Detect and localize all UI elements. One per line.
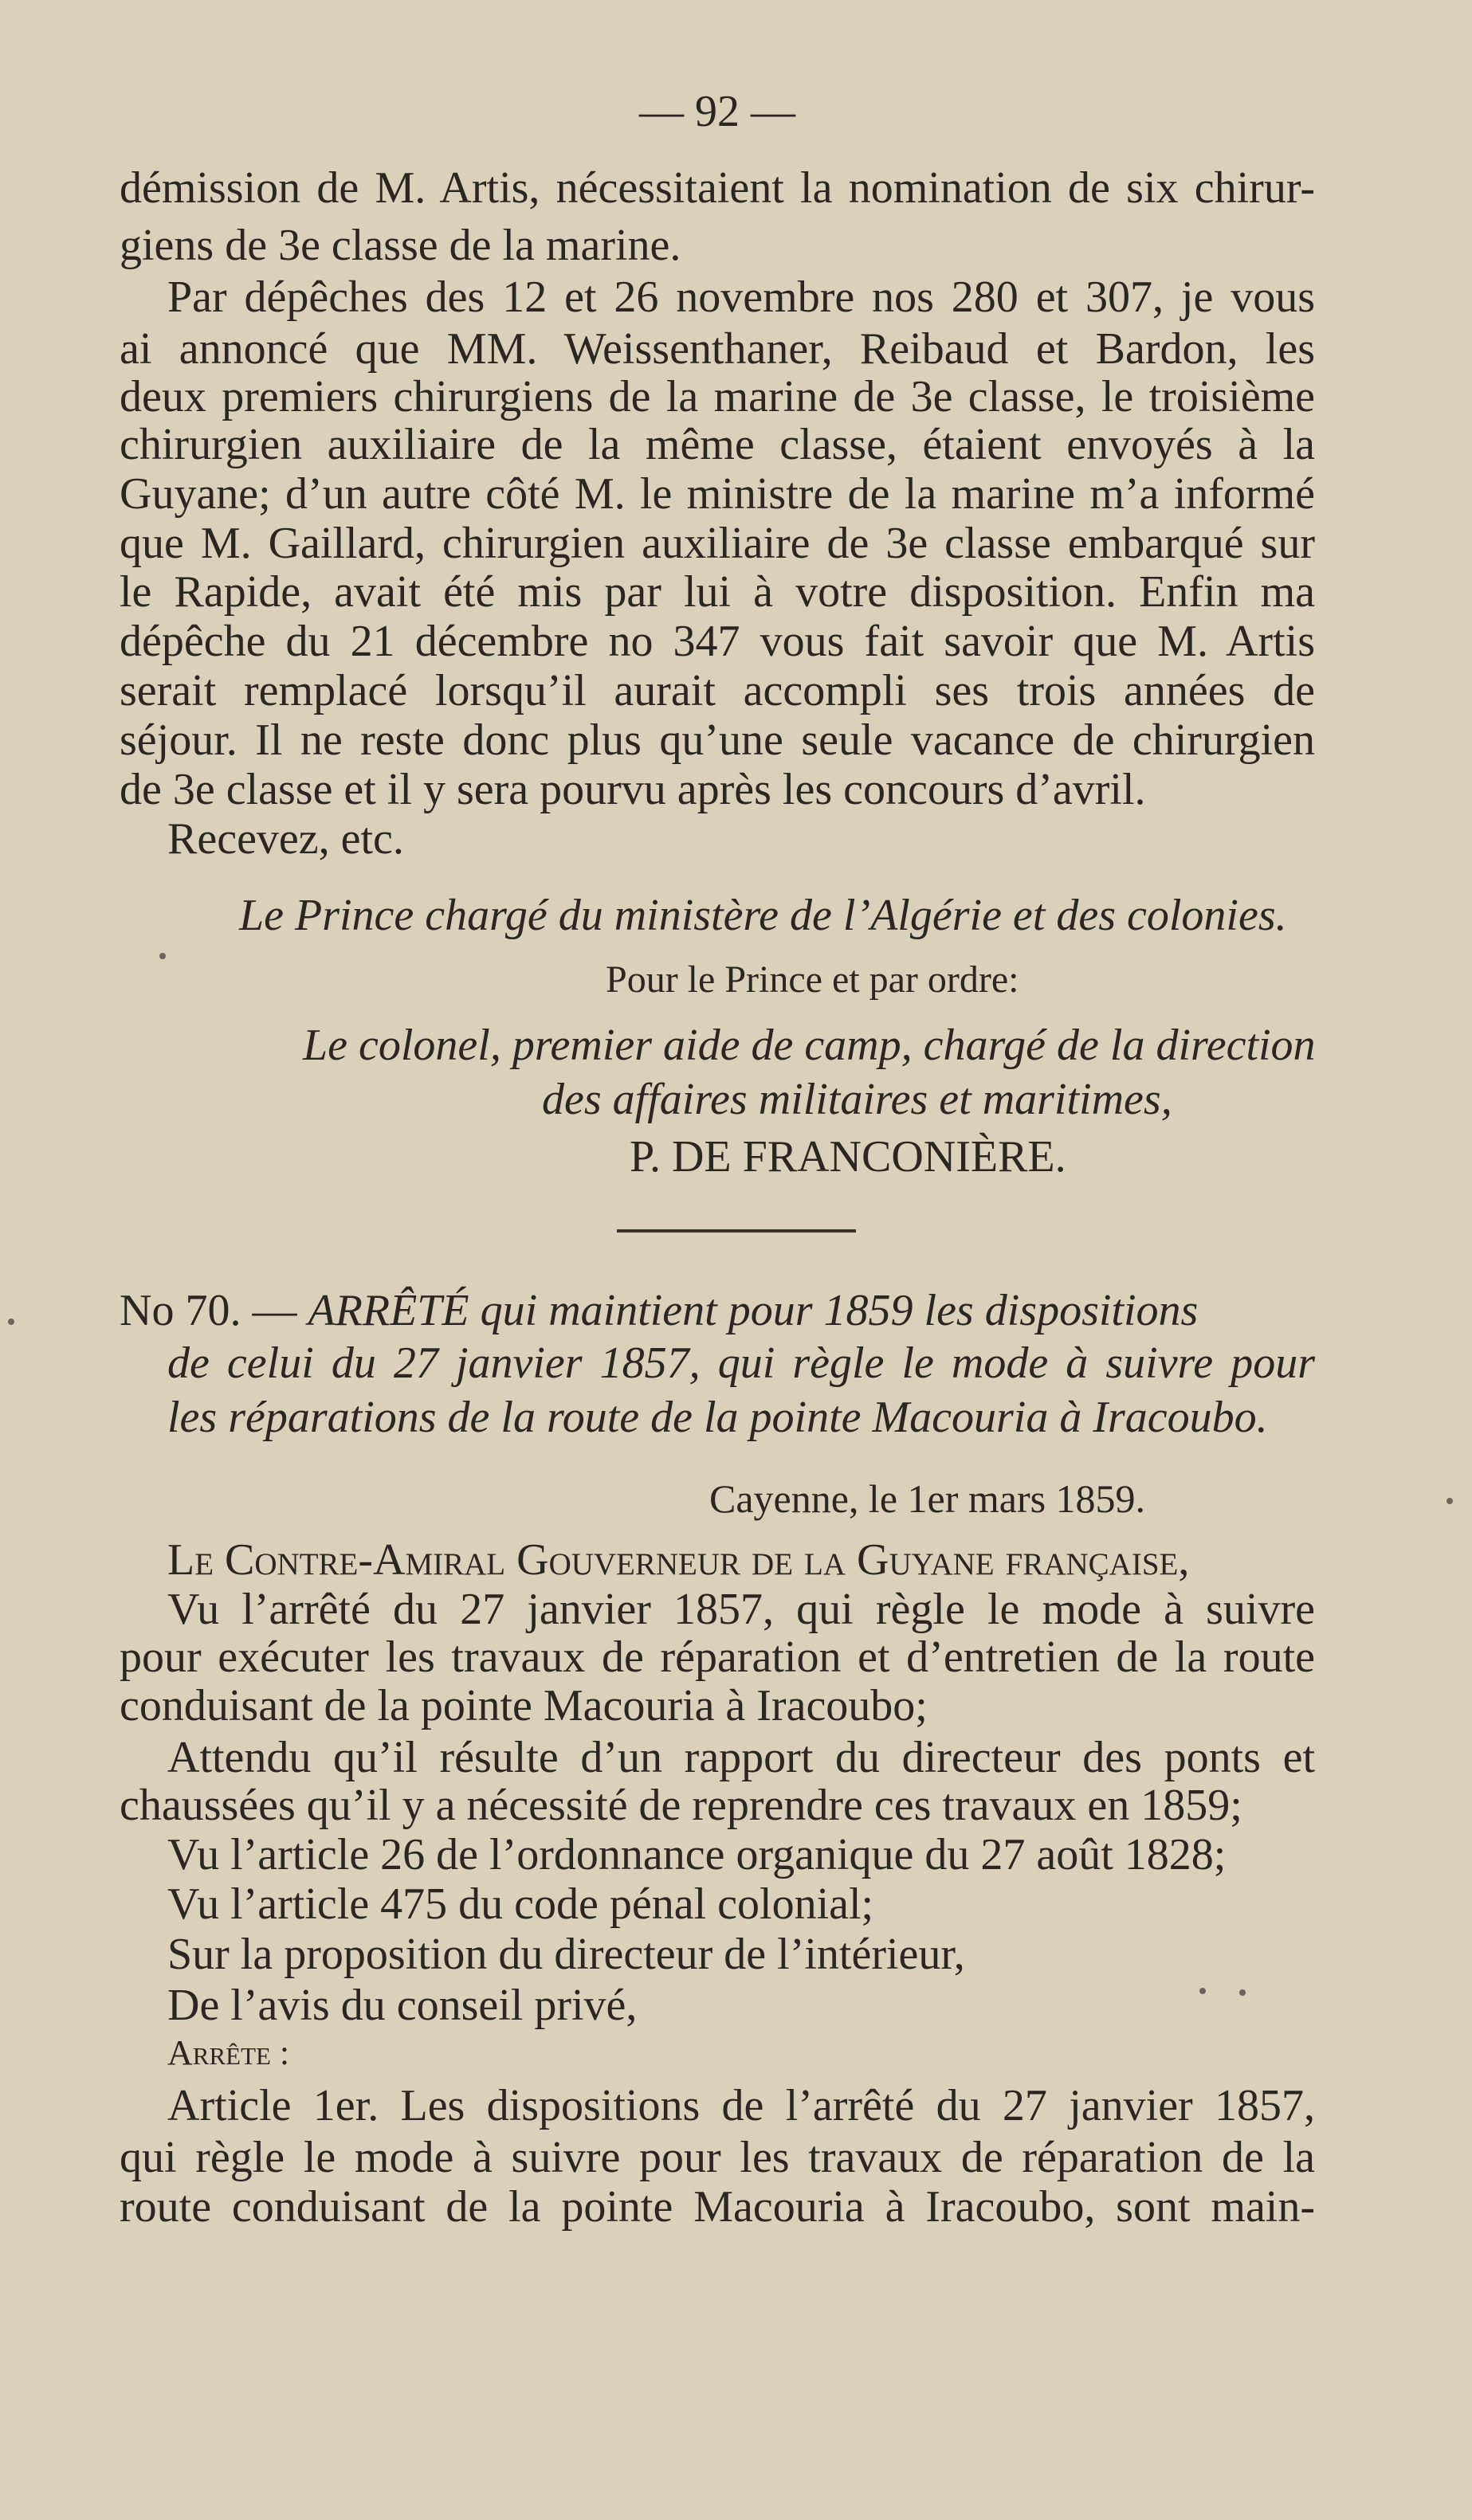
letter-line: que M. Gaillard, chirurgien auxiliaire de 3e classe embarqué sur <box>120 519 1315 568</box>
arrete-line: Vu l’article 475 du code pénal colonial; <box>167 1879 874 1929</box>
arrete-heading: les réparations de la route de la pointe Macouria à Iracoubo. <box>167 1393 1268 1442</box>
letter-line: le Rapide, avait été mis par lui à votre disposition. Enfin ma <box>120 567 1315 617</box>
page-number: — 92 — <box>639 87 795 136</box>
letter-line: Guyane; d’un autre côté M. le ministre de la marine m’a informé <box>120 469 1315 519</box>
letter-line: chirurgien auxiliaire de la même classe, étaient envoyés à la <box>120 420 1315 469</box>
arrete-line: qui règle le mode à suivre pour les travaux de réparation de la <box>120 2133 1315 2182</box>
arrete-line: Sur la proposition du directeur de l’intérieur, <box>167 1930 965 1979</box>
arrete-line: Le Contre-Amiral Gouverneur de la Guyane française, <box>167 1535 1190 1585</box>
arrete-line: pour exécuter les travaux de réparation et d’entretien de la route <box>120 1632 1315 1682</box>
print-speck <box>1199 1988 1206 1994</box>
print-speck <box>159 953 166 959</box>
arrete-heading: de celui du 27 janvier 1857, qui règle le mode à suivre pour <box>167 1338 1315 1388</box>
letter-line: Par dépêches des 12 et 26 novembre nos 280 et 307, je vous <box>167 272 1315 322</box>
letter-line: deux premiers chirurgiens de la marine de 3e classe, le troisième <box>120 372 1315 421</box>
letter-line: démission de M. Artis, nécessitaient la nomination de six chirur- <box>120 163 1315 213</box>
arrete-line: Arrête : <box>167 2033 290 2072</box>
signature-line: Le Prince chargé du ministère de l’Algérie et des colonies. <box>239 891 1287 940</box>
arrete-number: No 70. — <box>120 1286 297 1335</box>
arrete-heading <box>120 1288 1315 1333</box>
arrete-date: Cayenne, le 1er mars 1859. <box>709 1476 1146 1521</box>
arrete-line: chaussées qu’il y a nécessité de reprendre ces travaux en 1859; <box>120 1781 1242 1830</box>
closing-line: Recevez, etc. <box>167 814 404 864</box>
letter-line: dépêche du 21 décembre no 347 vous fait savoir que M. Artis <box>120 617 1315 666</box>
letter-line: giens de 3e classe de la marine. <box>120 221 681 270</box>
print-speck <box>1446 1498 1453 1504</box>
signature-line: Pour le Prince et par ordre: <box>606 958 1019 1001</box>
section-divider <box>617 1229 856 1233</box>
print-speck <box>8 1319 14 1325</box>
letter-line: de 3e classe et il y sera pourvu après les concours d’avril. <box>120 765 1146 814</box>
arrete-line: Attendu qu’il résulte d’un rapport du directeur des ponts et <box>167 1733 1315 1782</box>
letter-line: séjour. Il ne reste donc plus qu’une seule vacance de chirurgien <box>120 715 1315 765</box>
arrete-line: Vu l’article 26 de l’ordonnance organique du 27 août 1828; <box>167 1830 1227 1879</box>
arrete-line: Article 1er. Les dispositions de l’arrêté du 27 janvier 1857, <box>167 2081 1315 2130</box>
arrete-line: De l’avis du conseil privé, <box>167 1981 638 2030</box>
arrete-line: conduisant de la pointe Macouria à Iracoubo; <box>120 1681 928 1730</box>
arrete-line: Vu l’arrêté du 27 janvier 1857, qui règle le mode à suivre <box>167 1585 1315 1634</box>
arrete-line: route conduisant de la pointe Macouria à Iracoubo, sont main- <box>120 2182 1315 2232</box>
letter-line: ai annoncé que MM. Weissenthaner, Reibaud et Bardon, les <box>120 324 1315 374</box>
print-speck <box>1239 1989 1246 1996</box>
signature-line: Le colonel, premier aide de camp, chargé de la direction <box>303 1021 1316 1070</box>
signature-name: P. DE FRANCONIÈRE. <box>630 1132 1066 1182</box>
signature-line: des affaires militaires et maritimes, <box>542 1075 1172 1124</box>
arrete-title: ARRÊTÉ qui maintient pour 1859 les dispositions <box>308 1286 1199 1335</box>
letter-line: serait remplacé lorsqu’il aurait accompli ses trois années de <box>120 666 1315 715</box>
